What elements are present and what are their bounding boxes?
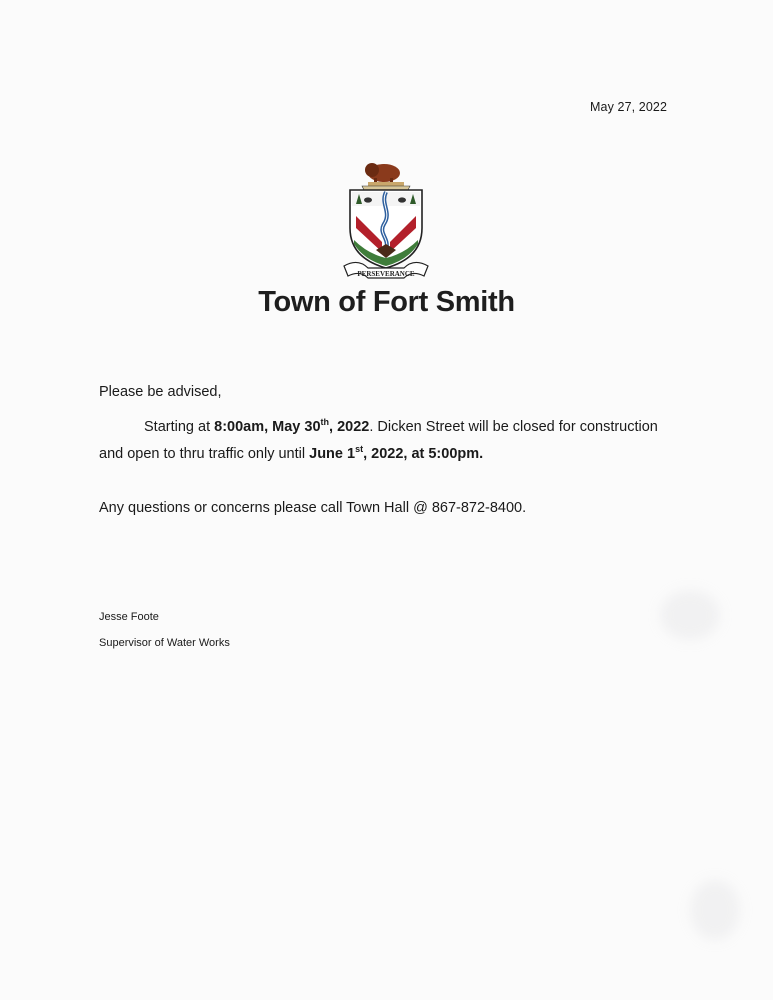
greeting: Please be advised, [99,384,222,400]
signature-title: Supervisor of Water Works [99,637,230,649]
notice-end-time: , 2022, at 5:00pm. [363,446,484,462]
document-title: Town of Fort Smith [258,286,515,318]
notice-start-year: , 2022 [329,419,370,435]
town-crest-logo [338,158,434,284]
contact-line: Any questions or concerns please call Town Hall @ 867-872-8400. [99,500,527,516]
notice-start: Starting at [144,419,215,435]
scan-smudge [690,880,740,940]
notice-paragraph [99,414,659,468]
notice-sup-th: th [320,417,330,428]
notice-middle: . Dicken Street will be closed for construction and open to thru traffic only until [99,419,658,462]
notice-sup-st: st [355,444,364,455]
letter-date: May 27, 2022 [590,100,667,114]
notice-end-date: June 1 [309,446,356,462]
notice-start-time: 8:00am, May 30 [214,419,321,435]
crest-motto-text: PERSEVERANCE [357,270,415,278]
scan-smudge [660,590,720,640]
signature-name: Jesse Foote [99,611,159,623]
